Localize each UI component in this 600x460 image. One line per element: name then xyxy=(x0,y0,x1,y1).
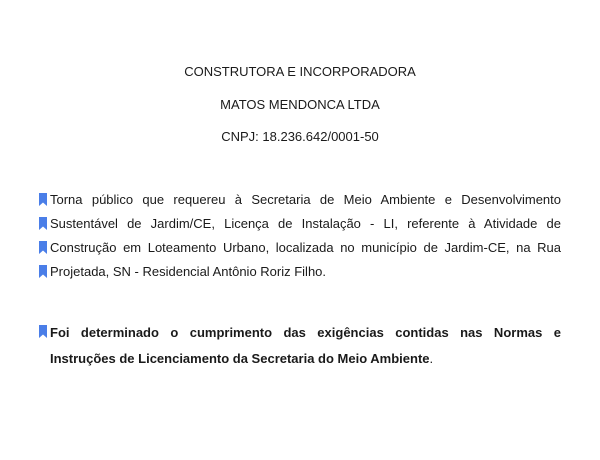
company-name: MATOS MENDONCA LTDA xyxy=(220,97,380,112)
notice-paragraph xyxy=(50,188,561,284)
bookmark-icon xyxy=(39,217,47,230)
paragraph-line-text: Instruções de Licenciamento da Secretaria do Meio Ambiente xyxy=(50,351,430,366)
bookmark-icon xyxy=(39,193,47,206)
paragraph-line-text: Foi determinado o cumprimento das exigências contidas nas Normas e xyxy=(50,325,561,340)
paragraph-line-text: Construção em Loteamento Urbano, localizada no município de Jardim-CE, na Rua xyxy=(50,240,561,255)
paragraph-line-text: Projetada, SN - Residencial Antônio Roriz Filho. xyxy=(50,264,327,279)
bookmark-icon xyxy=(39,265,47,278)
paragraph-line xyxy=(50,212,561,236)
paragraph-line-text: Torna público que requereu à Secretaria de Meio Ambiente e Desenvolvimento xyxy=(50,192,561,207)
paragraph-line xyxy=(50,260,561,284)
bookmark-icon xyxy=(39,241,47,254)
company-type: CONSTRUTORA E INCORPORADORA xyxy=(184,64,416,79)
paragraph-line xyxy=(50,346,561,372)
determination-paragraph xyxy=(50,320,561,372)
paragraph-line-text: Sustentável de Jardim/CE, Licença de Instalação - LI, referente à Atividade de xyxy=(50,216,561,231)
paragraph-line xyxy=(50,188,561,212)
paragraph-line xyxy=(50,320,561,346)
trailing-period: . xyxy=(429,351,434,366)
paragraph-line xyxy=(50,236,561,260)
company-cnpj: CNPJ: 18.236.642/0001-50 xyxy=(221,129,379,144)
bookmark-icon xyxy=(39,325,47,338)
